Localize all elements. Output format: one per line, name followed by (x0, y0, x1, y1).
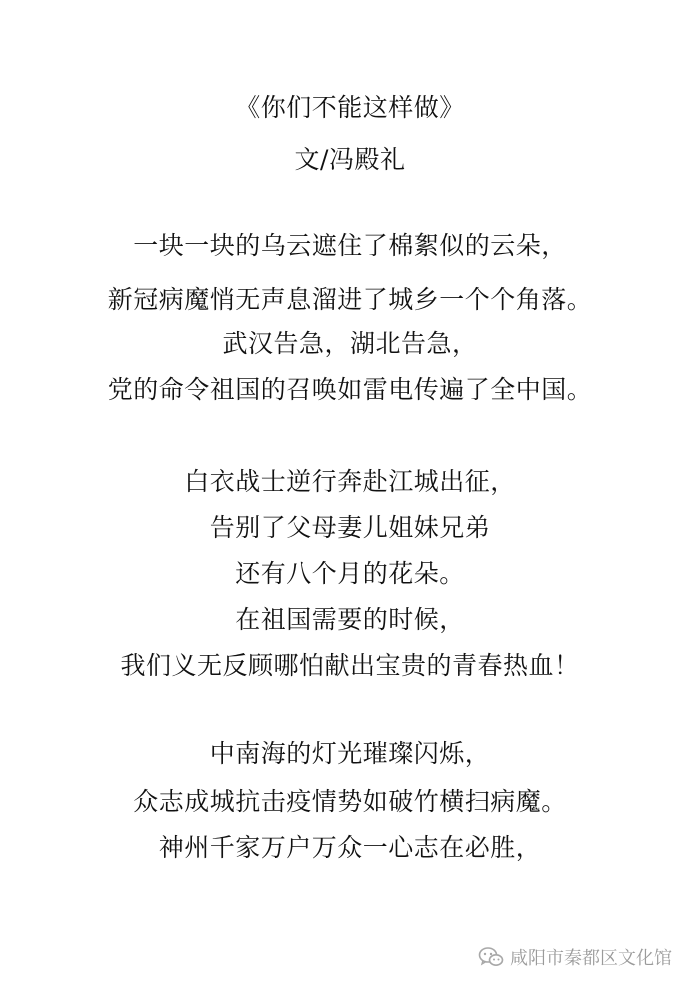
poem-author: 文/冯殿礼 (294, 145, 406, 174)
poem-line: 告别了父母妻儿姐妹兄弟 (209, 513, 491, 542)
poem-line: 神州千家万户万众一心志在必胜， (158, 833, 542, 862)
poem-line: 党的命令祖国的召唤如雷电传遍了全中国。 (107, 375, 593, 404)
poem-line: 一块一块的乌云遮住了棉絮似的云朵， (133, 231, 567, 260)
poem-line: 我们义无反顾哪怕献出宝贵的青春热血！ (120, 651, 580, 680)
poem-line: 在祖国需要的时候， (235, 605, 465, 634)
poem-line: 众志成城抗击疫情势如破竹横扫病魔。 (133, 787, 567, 816)
wechat-icon (478, 946, 504, 968)
poem-line: 白衣战士逆行奔赴江城出征， (184, 467, 516, 496)
poem-title: 《你们不能这样做》 (235, 93, 465, 122)
watermark-text: 咸阳市秦都区文化馆 (510, 948, 672, 969)
watermark (478, 944, 672, 970)
poem-line: 中南海的灯光璀璨闪烁， (209, 739, 491, 768)
poem-line: 新冠病魔悄无声息溜进了城乡一个个角落。 (107, 285, 593, 314)
poem-line: 还有八个月的花朵。 (235, 559, 465, 588)
poem-line: 武汉告急，湖北告急， (222, 329, 478, 358)
